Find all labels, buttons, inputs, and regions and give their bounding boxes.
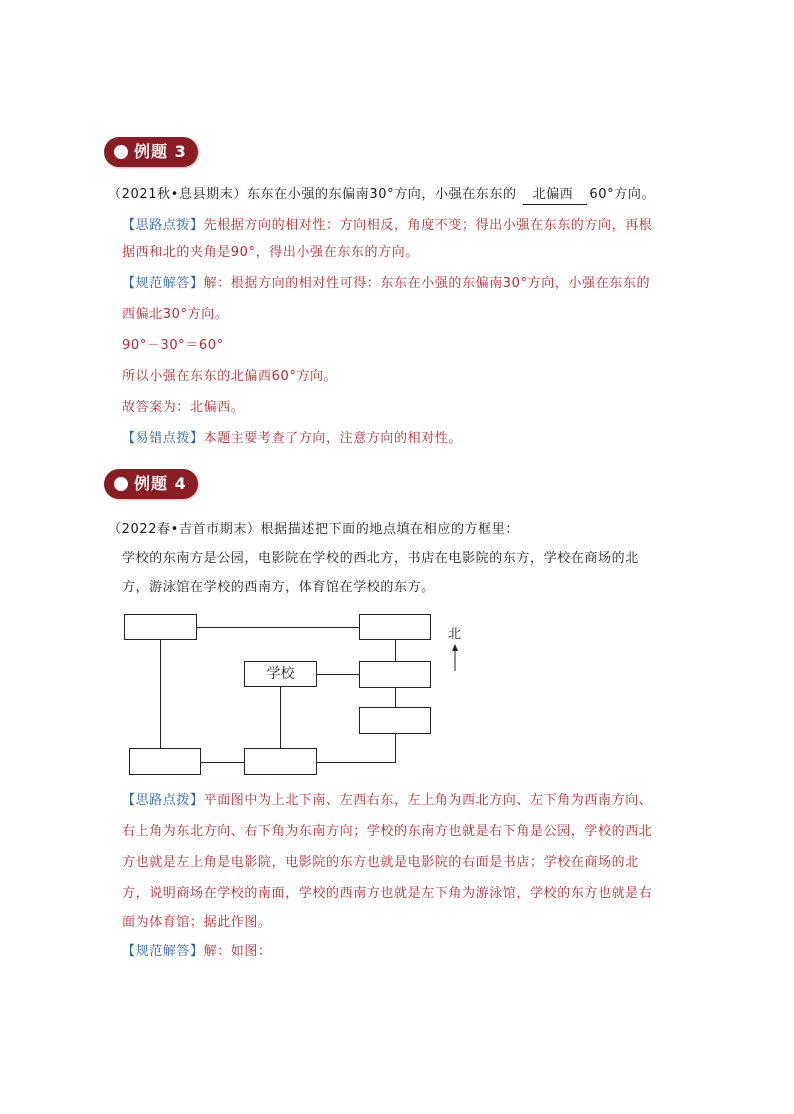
solution-tag: 【规范解答】 — [122, 944, 204, 959]
line-right-upper — [395, 639, 396, 661]
question-prefix: （2021秋•息县期末）东东在小强的东偏南30°方向，小强在东东的 — [108, 187, 517, 202]
box-south — [244, 748, 317, 775]
example-3-solution-line-5: 故答案为：北偏西。 — [122, 400, 245, 415]
solution-text: 解：根据方向的相对性可得：东东在小强的东偏南30°方向，小强在东东的 — [203, 276, 651, 291]
example-4-badge-text: 例题 4 — [134, 474, 187, 493]
box-east-lower — [359, 707, 431, 734]
question-answer-blank: 北偏西 — [523, 186, 588, 205]
north-arrow-icon — [450, 644, 460, 672]
line-bottom-right — [316, 762, 396, 763]
example-3-solution-line-2: 西偏北30°方向。 — [122, 307, 229, 322]
north-label: 北 — [448, 627, 462, 642]
line-top — [196, 627, 360, 628]
solution-text: 解：如图： — [203, 944, 272, 959]
question-suffix: 60°方向。 — [589, 187, 656, 202]
example-4-solution — [122, 943, 272, 961]
example-4-hint-line-3: 方也就是左上角是电影院，电影院的东方也就是电影院的右面是书店；学校在商场的北 — [122, 855, 639, 870]
example-3-solution-line-4: 所以小强在东东的北偏西60°方向。 — [122, 369, 338, 384]
example-4-question-line-3: 方，游泳馆在学校的西南方，体育馆在学校的东方。 — [122, 580, 435, 595]
example-3-badge-text: 例题 3 — [134, 142, 187, 161]
line-right-lower — [395, 733, 396, 762]
solution-tag: 【规范解答】 — [122, 276, 204, 291]
error-text: 本题主要考查了方向，注意方向的相对性。 — [203, 431, 463, 446]
error-tag: 【易错点拨】 — [122, 431, 204, 446]
hint-tag: 【思路点拨】 — [122, 793, 204, 808]
box-east-upper — [359, 661, 431, 688]
box-southwest — [129, 748, 201, 775]
example-4-question-line-2: 学校的东南方是公园，电影院在学校的西北方，书店在电影院的东方，学校在商场的北 — [122, 551, 639, 566]
hint-tag: 【思路点拨】 — [122, 218, 204, 233]
example-3-hint-line-2: 据西和北的夹角是90°，得出小强在东东的方向。 — [122, 245, 419, 260]
example-3-solution-line-3: 90°－30°＝60° — [122, 338, 224, 353]
line-school-down — [280, 686, 281, 748]
line-bottom-left — [200, 762, 244, 763]
box-northwest — [124, 614, 197, 640]
box-school: 学校 — [244, 661, 317, 687]
example-4-question-line-1: （2022春•吉首市期末）根据描述把下面的地点填在相应的方框里： — [108, 522, 519, 537]
line-left — [160, 639, 161, 748]
box-northeast — [359, 614, 431, 640]
hint-text: 平面图中为上北下南、左西右东，左上角为西北方向、左下角为西南方向、 — [203, 793, 653, 808]
example-4-hint-line-5: 面为体育馆；据此作图。 — [122, 915, 272, 930]
line-right-middle — [395, 688, 396, 707]
line-school-right — [316, 674, 360, 675]
example-4-hint-line-2: 右上角为东北方向、右下角为东南方向；学校的东南方也就是右下角是公园，学校的西北 — [122, 824, 653, 839]
example-4-hint-line-1 — [122, 792, 652, 810]
example-4-hint-line-4: 方，说明商场在学校的南面，学校的西南方也就是左下角为游泳馆，学校的东方也就是右 — [122, 886, 653, 901]
hint-text: 先根据方向的相对性：方向相反，角度不变；得出小强在东东的方向，再根 — [203, 218, 653, 233]
